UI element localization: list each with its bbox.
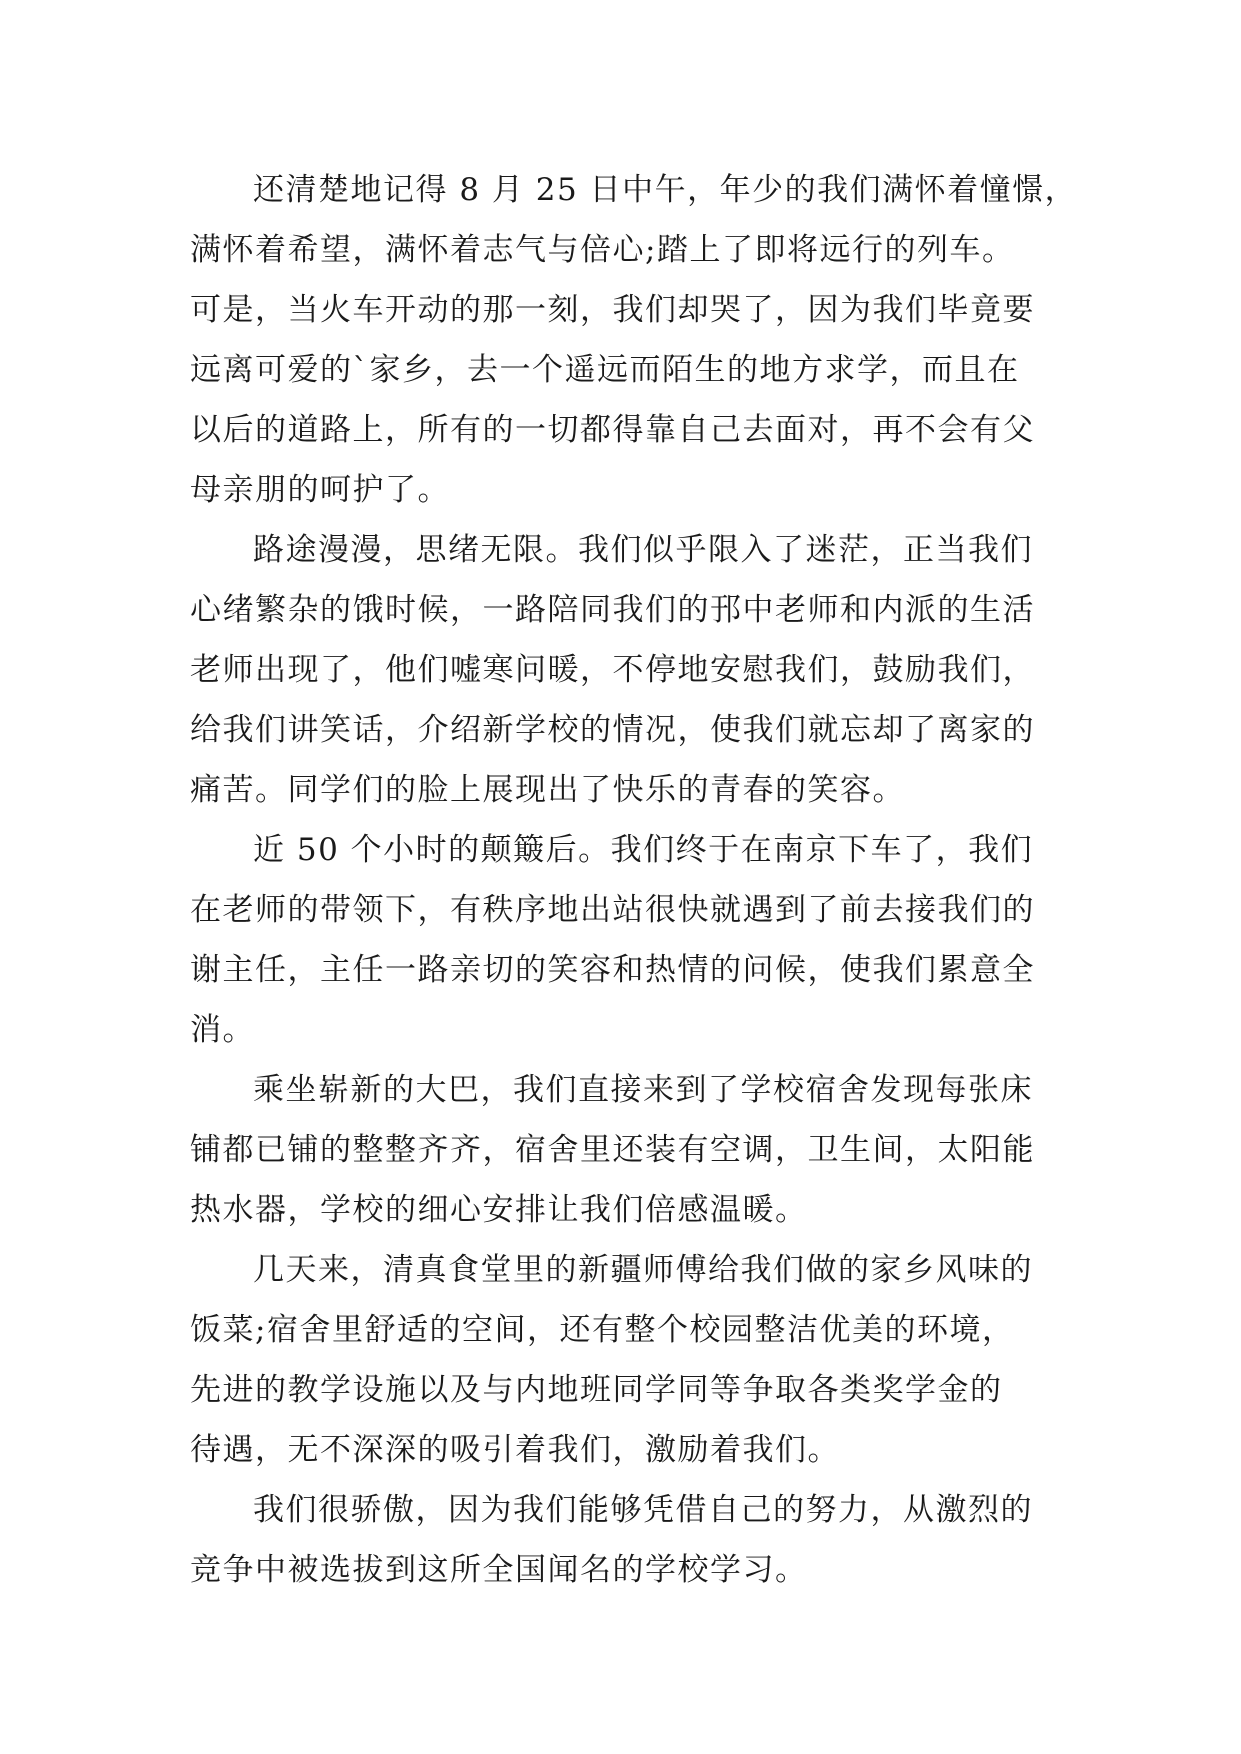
text-line: 远离可爱的`家乡，去一个遥远而陌生的地方求学，而且在 xyxy=(190,352,1020,388)
text-line: 近 50 个小时的颠簸后。我们终于在南京下车了，我们 xyxy=(253,832,1034,868)
text-line: 满怀着希望，满怀着志气与倍心;踏上了即将远行的列车。 xyxy=(190,232,1015,268)
text-line: 给我们讲笑话，介绍新学校的情况，使我们就忘却了离家的 xyxy=(190,712,1035,748)
text-line: 我们很骄傲，因为我们能够凭借自己的努力，从激烈的 xyxy=(253,1492,1033,1528)
text-line: 老师出现了，他们嘘寒问暖，不停地安慰我们，鼓励我们， xyxy=(190,652,1035,688)
text-line: 热水器，学校的细心安排让我们倍感温暖。 xyxy=(190,1192,808,1228)
text-line: 先进的教学设施以及与内地班同学同等争取各类奖学金的 xyxy=(190,1372,1003,1408)
text-line: 在老师的带领下，有秩序地出站很快就遇到了前去接我们的 xyxy=(190,892,1035,928)
text-line: 痛苦。同学们的脸上展现出了快乐的青春的笑容。 xyxy=(190,772,905,808)
text-line: 路途漫漫，思绪无限。我们似乎限入了迷茫，正当我们 xyxy=(253,532,1033,568)
text-line: 几天来，清真食堂里的新疆师傅给我们做的家乡风味的 xyxy=(253,1252,1033,1288)
paragraph-4 xyxy=(190,1060,1060,1240)
text-line: 消。 xyxy=(190,1012,255,1048)
paragraph-5 xyxy=(190,1240,1060,1480)
text-line: 饭菜;宿舍里舒适的空间，还有整个校园整洁优美的环境， xyxy=(190,1312,1015,1348)
text-line: 以后的道路上，所有的一切都得靠自己去面对，再不会有父 xyxy=(190,412,1035,448)
document-body xyxy=(190,160,1078,1600)
text-line: 心绪繁杂的饿时候，一路陪同我们的邘中老师和内派的生活 xyxy=(190,592,1035,628)
text-line: 待遇，无不深深的吸引着我们，激励着我们。 xyxy=(190,1432,840,1468)
paragraph-6 xyxy=(190,1480,1060,1600)
paragraph-2 xyxy=(190,520,1060,820)
text-line: 竞争中被选拔到这所全国闻名的学校学习。 xyxy=(190,1552,808,1588)
text-line: 母亲朋的呵护了。 xyxy=(190,472,450,508)
text-line: 铺都已铺的整整齐齐，宿舍里还装有空调，卫生间，太阳能 xyxy=(190,1132,1035,1168)
text-line: 乘坐崭新的大巴，我们直接来到了学校宿舍发现每张床 xyxy=(253,1072,1033,1108)
text-line: 谢主任，主任一路亲切的笑容和热情的问候，使我们累意全 xyxy=(190,952,1035,988)
text-line: 还清楚地记得 8 月 25 日中午，年少的我们满怀着憧憬， xyxy=(253,172,1078,208)
paragraph-3 xyxy=(190,820,1060,1060)
text-line: 可是，当火车开动的那一刻，我们却哭了，因为我们毕竟要 xyxy=(190,292,1035,328)
paragraph-1 xyxy=(190,160,1078,520)
